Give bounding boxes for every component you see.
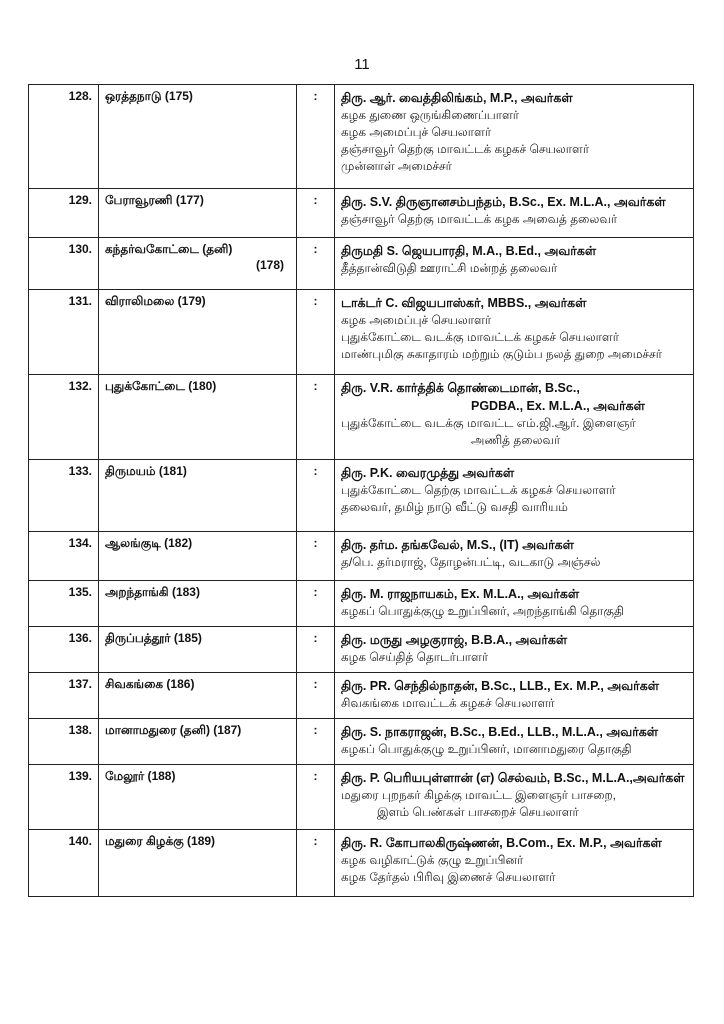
designation-line: தஞ்சாவூர் தெற்கு மாவட்டக் கழகச் செயலாளர் [341, 142, 590, 157]
designation-line: புதுக்கோட்டை தெற்கு மாவட்டக் கழகச் செயலாளர் [341, 483, 616, 498]
candidate-name: திரு. P. பெரியபுள்ளான் (எ) செல்வம், B.Sc., M.L.A.,அவர்கள் [341, 771, 685, 785]
colon-separator: : [297, 238, 335, 290]
constituency-name: விராலிமலை (179) [105, 294, 206, 308]
table-row [29, 673, 694, 719]
table-row [29, 189, 694, 238]
serial-number: 136. [29, 627, 99, 673]
constituency-name: ஒரத்தநாடு (175) [105, 89, 193, 103]
colon-separator: : [297, 719, 335, 765]
page-number: 11 [354, 56, 370, 73]
colon-separator: : [297, 765, 335, 830]
serial-number: 133. [29, 460, 99, 532]
candidate-name: திரு. மருது அழகுராஜ், B.B.A., அவர்கள் [341, 633, 568, 647]
designation-line: தீத்தான்விடுதி ஊராட்சி மன்றத் தலைவர் [341, 261, 558, 276]
table-row [29, 290, 694, 375]
serial-number: 135. [29, 581, 99, 627]
table-row [29, 460, 694, 532]
constituency-name: பேராவூரணி (177) [105, 193, 204, 207]
constituency-name: சிவகங்கை (186) [105, 677, 195, 691]
serial-number: 130. [29, 238, 99, 290]
constituency-name: மானாமதுரை (தனி) (187) [105, 723, 242, 737]
candidate-details [335, 238, 694, 290]
candidate-details [335, 85, 694, 189]
table-row [29, 85, 694, 189]
colon-separator: : [297, 830, 335, 897]
candidate-details [335, 290, 694, 375]
candidate-name: திரு. S. நாகராஜன், B.Sc., B.Ed., LLB., M.L.A., அவர்கள் [341, 725, 658, 739]
candidate-details [335, 673, 694, 719]
designation-line: கழக துணை ஒருங்கிணைப்பாளர் [341, 108, 520, 123]
candidate-name: திரு. P.K. வைரமுத்து அவர்கள் [341, 466, 515, 480]
candidate-name: திருமதி S. ஜெயபாரதி, M.A., B.Ed., அவர்கள் [341, 244, 597, 258]
candidate-name: திரு. ஆர். வைத்திலிங்கம், M.P., அவர்கள் [341, 91, 573, 105]
designation-line: தஞ்சாவூர் தெற்கு மாவட்டக் கழக அவைத் தலைவர் [341, 212, 618, 227]
table-row [29, 719, 694, 765]
candidate-name: திரு. R. கோபாலகிருஷ்ணன், B.Com., Ex. M.P., அவர்கள் [341, 836, 662, 850]
designation-line: கழக தேர்தல் பிரிவு இணைச் செயலாளர் [341, 870, 556, 885]
designation-line: கழகப் பொதுக்குழு உறுப்பினர், மானாமதுரை தொகுதி [341, 742, 632, 757]
candidate-name: திரு. V.R. கார்த்திக் தொண்டைமான், B.Sc., [341, 381, 580, 395]
constituency-name: புதுக்கோட்டை (180) [105, 379, 217, 393]
designation-line: புதுக்கோட்டை வடக்கு மாவட்டக் கழகச் செயலாளர் [341, 330, 620, 345]
constituency-cell [99, 238, 297, 290]
designation-line: முன்னாள் அமைச்சர் [341, 159, 452, 174]
colon-separator: : [297, 290, 335, 375]
serial-number: 137. [29, 673, 99, 719]
colon-separator: : [297, 627, 335, 673]
serial-number: 140. [29, 830, 99, 897]
constituency-code: (178) [255, 258, 284, 272]
candidate-details [335, 581, 694, 627]
candidate-name-continued: PGDBA., Ex. M.L.A., அவர்கள் [471, 399, 645, 414]
candidate-details [335, 830, 694, 897]
serial-number: 132. [29, 375, 99, 460]
serial-number: 131. [29, 290, 99, 375]
constituency-cell [99, 830, 297, 897]
constituency-cell [99, 375, 297, 460]
candidate-details [335, 765, 694, 830]
candidate-name: டாக்டர் C. விஜயபாஸ்கர், MBBS., அவர்கள் [341, 296, 587, 310]
designation-line: மதுரை புறநகர் கிழக்கு மாவட்ட இளைஞர் பாசறை, [341, 788, 617, 803]
designation-line: த/பெ. தர்மராஜ், தோழன்பட்டி, வடகாடு அஞ்சல் [341, 555, 601, 570]
constituency-cell [99, 673, 297, 719]
table-row [29, 765, 694, 830]
designation-line-continued: அணித் தலைவர் [471, 433, 561, 448]
candidate-details [335, 532, 694, 581]
serial-number: 129. [29, 189, 99, 238]
constituency-name: மேலூர் (188) [105, 769, 176, 783]
table-row [29, 532, 694, 581]
colon-separator: : [297, 85, 335, 189]
designation-line: புதுக்கோட்டை வடக்கு மாவட்ட எம்.ஜி.ஆர். இளைஞர் [341, 416, 636, 431]
serial-number: 134. [29, 532, 99, 581]
candidate-details [335, 189, 694, 238]
constituency-cell [99, 719, 297, 765]
designation-line: மாண்புமிகு சுகாதாரம் மற்றும் குடும்ப நலத் துறை அமைச்சர் [341, 347, 662, 362]
designation-line: தலைவர், தமிழ் நாடு வீட்டு வசதி வாரியம் [341, 500, 568, 515]
table-row [29, 375, 694, 460]
serial-number: 138. [29, 719, 99, 765]
constituency-cell [99, 189, 297, 238]
colon-separator: : [297, 460, 335, 532]
table-row [29, 238, 694, 290]
colon-separator: : [297, 581, 335, 627]
colon-separator: : [297, 189, 335, 238]
colon-separator: : [297, 532, 335, 581]
constituency-cell [99, 581, 297, 627]
constituency-name: ஆலங்குடி (182) [105, 536, 193, 550]
constituency-cell [99, 460, 297, 532]
constituency-name: திருமயம் (181) [105, 464, 187, 478]
candidate-name: திரு. PR. செந்தில்நாதன், B.Sc., LLB., Ex. M.P., அவர்கள் [341, 679, 659, 693]
designation-line: கழக அமைப்புச் செயலாளர் [341, 313, 492, 328]
designation-line: சிவகங்கை மாவட்டக் கழகச் செயலாளர் [341, 696, 555, 711]
constituency-name: திருப்பத்தூர் (185) [105, 631, 202, 645]
table-row [29, 627, 694, 673]
candidate-rows [29, 85, 694, 897]
candidate-details [335, 627, 694, 673]
designation-line-continued: இளம் பெண்கள் பாசறைச் செயலாளர் [377, 805, 579, 820]
candidate-details [335, 719, 694, 765]
constituency-cell [99, 627, 297, 673]
serial-number: 128. [29, 85, 99, 189]
candidate-details [335, 460, 694, 532]
candidate-table [28, 84, 694, 897]
colon-separator: : [297, 375, 335, 460]
table-row [29, 830, 694, 897]
candidate-name: திரு. தர்ம. தங்கவேல், M.S., (IT) அவர்கள் [341, 538, 574, 552]
table-row [29, 581, 694, 627]
candidate-details [335, 375, 694, 460]
candidate-name: திரு. M. ராஜநாயகம், Ex. M.L.A., அவர்கள் [341, 587, 580, 601]
designation-line: கழக அமைப்புச் செயலாளர் [341, 125, 492, 140]
colon-separator: : [297, 673, 335, 719]
designation-line: கழக செய்தித் தொடர்பாளர் [341, 650, 489, 665]
constituency-cell [99, 290, 297, 375]
constituency-cell [99, 765, 297, 830]
constituency-name: மதுரை கிழக்கு (189) [105, 834, 216, 848]
candidate-name: திரு. S.V. திருஞானசம்பந்தம், B.Sc., Ex. M.L.A., அவர்கள் [341, 195, 666, 209]
designation-line: கழகப் பொதுக்குழு உறுப்பினர், அறந்தாங்கி தொகுதி [341, 604, 624, 619]
constituency-cell [99, 532, 297, 581]
constituency-cell [99, 85, 297, 189]
designation-line: கழக வழிகாட்டுக் குழு உறுப்பினர் [341, 853, 524, 868]
serial-number: 139. [29, 765, 99, 830]
constituency-name: கந்தர்வகோட்டை (தனி) [105, 242, 233, 256]
constituency-name: அறந்தாங்கி (183) [105, 585, 200, 599]
